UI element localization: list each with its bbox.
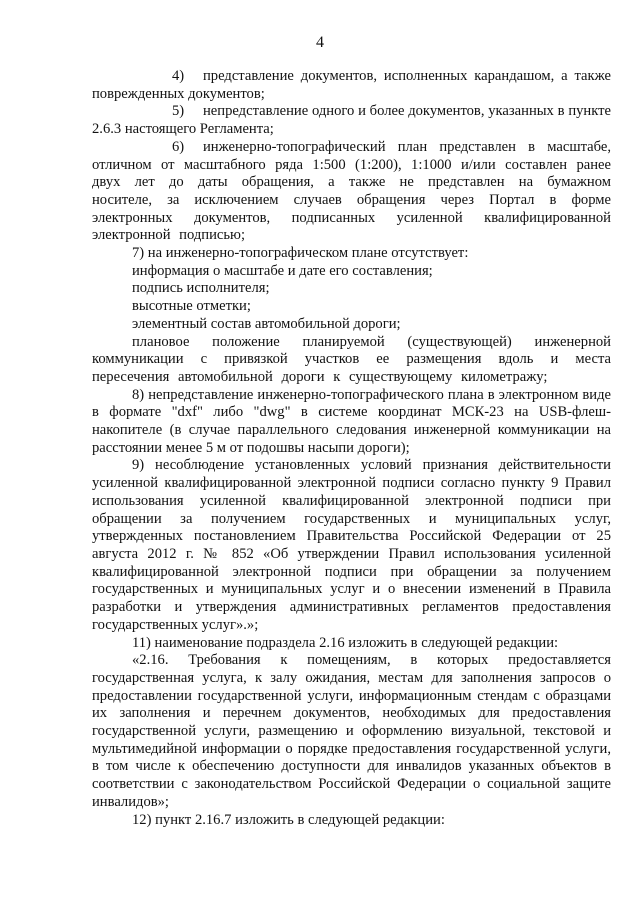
absent-list-item: элементный состав автомобильной дороги; bbox=[132, 315, 401, 332]
absent-list-item: информация о масштабе и дате его составления; bbox=[132, 262, 433, 279]
item-6 bbox=[92, 139, 611, 245]
item-number: 5) bbox=[172, 103, 185, 120]
paragraph-item-12: 12) пункт 2.16.7 изложить в следующей редакции: bbox=[132, 811, 445, 828]
paragraph-planned-position: плановое положение планируемой (существующей) инженерной коммуникации с привязкой участков ее размещения вдоль и места пересечения автомобильной дороги к существующему километражу; bbox=[92, 333, 611, 385]
item-5 bbox=[92, 103, 611, 138]
item-text: инженерно-топографический план представлен в масштабе, отличном от масштабного ряда 1:500 (1:200), 1:1000 и/или составлен ранее двух лет до даты обращения, а также не представлен на бумажном носителе, за исключением случаев обращения через Портал в форме электронных документов, подписанных усиленной квалифицированной электронной подписью; bbox=[92, 138, 611, 244]
paragraph-item-9: 9) несоблюдение установленных условий признания действительности усиленной квалифицированной электронной подписи согласно пункту 9 Правил использования усиленной квалифицированной электронной подписи при обращении за получением государственных и муниципальных услуг, утвержденных постановлением Правительства Российской Федерации от 25 августа 2012 г. № 852 «Об утверждении Правил использования усиленной квалифицированной электронной подписи при обращении за получением государственных и муниципальных услуг и о внесении изменений в Правила разработки и утверждения административных регламентов предоставления государственных услуг».»; bbox=[92, 457, 611, 633]
paragraph-item-8: 8) непредставление инженерно-топографического плана в электронном виде в формате "dxf" либо "dwg" в системе координат МСК-23 на USB-флеш-накопителе (в случае параллельного следования инженерной коммуникации на расстоянии менее 5 м от подошвы насыпи дороги); bbox=[92, 386, 611, 456]
paragraph-item-11: 11) наименование подраздела 2.16 изложить в следующей редакции: bbox=[132, 634, 559, 651]
paragraph-section-2-16: «2.16. Требования к помещениям, в которых предоставляется государственная услуга, к залу ожидания, местам для заполнения запросов о предоставлении государственной услуги, информационным стендам с образцами их заполнения и перечнем документов, необходимых для предоставления государственной услуги, размещению и оформлению визуальной, текстовой и мультимедийной информации о порядке предоставления государственной услуги, в том числе к обеспечению доступности для инвалидов указанных объектов в соответствии с законодательством Российской Федерации о социальной защите инвалидов»; bbox=[92, 652, 611, 810]
item-number: 6) bbox=[172, 138, 185, 155]
item-7: 7) на инженерно-топографическом плане отсутствует: bbox=[132, 245, 469, 262]
document-body bbox=[92, 68, 611, 829]
item-text: непредставление одного и более документов, указанных в пункте 2.6.3 настоящего Регламента; bbox=[92, 103, 611, 138]
item-number: 4) bbox=[172, 68, 185, 84]
absent-list-item: подпись исполнителя; bbox=[132, 280, 270, 297]
page-number: 4 bbox=[316, 34, 324, 51]
item-4 bbox=[92, 68, 611, 103]
item-text: представление документов, исполненных карандашом, а также поврежденных документов; bbox=[92, 68, 611, 102]
absent-list-item: высотные отметки; bbox=[132, 298, 251, 315]
